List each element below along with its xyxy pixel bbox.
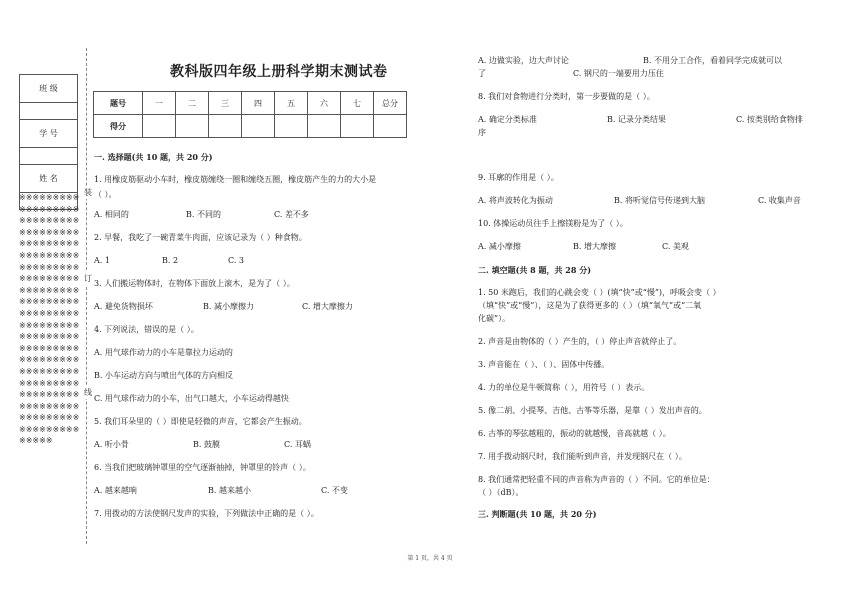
fill-question-8: 8. 我们通常把轻重不同的声音称为声音的（ ）不同。它的单位是： (478, 475, 715, 484)
option-c: C. 差不多 (274, 210, 309, 219)
option-c-cont: 序 (478, 128, 486, 137)
option-b: B. 记录分类结果 (607, 115, 666, 124)
fill-question-7: 7. 用手拨动钢尺时，我们能听到声音，并发现钢尺在（ ）。 (478, 452, 687, 461)
score-header-cell: 四 (242, 92, 275, 115)
fill-question-8-cont: （ ）（dB）。 (478, 488, 524, 497)
score-header-cell: 七 (341, 92, 374, 115)
name-label: 姓 名 (20, 165, 78, 193)
score-header-cell: 六 (308, 92, 341, 115)
score-header-cell: 五 (275, 92, 308, 115)
decorative-star-border: ※※※※※※※※※※※※※※※※※※※※※※※※※※※※※※※※※※※※※※※※※※※※※※※※※※※※※※※※※※※※※※※※※※※※※※※※※※※※※※※※※※※※※※※※※※※※※※※※※※※※※※※※※※※※※※※※※※※※※※※※※※※※※※※※※※※※※※※※※※※※※※※※※※※※※※※※※※※※※※※※※※※※※※※※※※※※※※※※※※※※※※※※※※※※※※※※※※ (19, 193, 80, 446)
option-b: B. 增大摩擦 (573, 242, 616, 251)
fill-question-1: 1. 50 米跑后，我们的心跳会变（ ）(填“快”或“慢”)，呼吸会变（ ） (478, 288, 721, 297)
score-table-header-row (94, 92, 407, 115)
option-b: B. 2 (162, 256, 179, 265)
score-table-score-row (94, 115, 407, 138)
option-c: C. 3 (228, 256, 245, 265)
fill-question-1-cont: （填“快”或“慢”），这是为了获得更多的（ ）（填“氧气”或“二氧 (478, 301, 702, 310)
option-c: C. 钢尺的一端要用力压住 (573, 69, 664, 78)
section-heading-choice: 一. 选择题(共 10 题，共 20 分) (94, 152, 213, 162)
option-b: B. 不同的 (186, 210, 221, 219)
option-a: A. 相同的 (94, 210, 129, 219)
option-b-cont: 了 (478, 69, 486, 78)
option-b: B. 小车运动方向与喷出气体的方向相反 (94, 371, 233, 380)
section-heading-judge: 三. 判断题(共 10 题，共 20 分) (478, 509, 597, 519)
binding-line (86, 48, 87, 544)
option-a: A. 1 (94, 256, 110, 265)
section-heading-fill: 二. 填空题(共 8 题，共 28 分) (478, 265, 591, 275)
option-b: B. 不用分工合作，看着同学完成就可以 (643, 56, 782, 65)
question-5: 5. 我们耳朵里的（ ）即使是轻微的声音，它都会产生振动。 (94, 417, 307, 426)
option-b: B. 鼓膜 (193, 440, 220, 449)
class-field[interactable] (20, 103, 78, 120)
score-cell[interactable] (374, 115, 407, 138)
binding-word-xian: 线 (84, 388, 92, 397)
score-header-cell: 二 (176, 92, 209, 115)
score-cell[interactable] (308, 115, 341, 138)
option-a: A. 减小摩擦 (478, 242, 521, 251)
option-c: C. 用气球作动力的小车，出气口越大，小车运动得越快 (94, 394, 289, 403)
question-1: 1. 用橡皮筋驱动小车时，橡皮筋缠绕一圈和缠绕五圈，橡皮筋产生的力的大小是 (94, 175, 377, 184)
score-header-cell: 一 (143, 92, 176, 115)
option-a: A. 用气球作动力的小车是靠拉力运动的 (94, 348, 233, 357)
question-10: 10. 体操运动员往手上擦镁粉是为了（ ）。 (478, 219, 628, 228)
question-8: 8. 我们对食物进行分类时，第一步要做的是（ ）。 (478, 92, 655, 101)
option-a: A. 将声波转化为振动 (478, 196, 553, 205)
option-a: A. 避免货物损坏 (94, 302, 153, 311)
student-number-label: 学 号 (20, 120, 78, 148)
option-a: A. 听小骨 (94, 440, 129, 449)
option-c: C. 按类别给食物排 (736, 115, 803, 124)
option-c: C. 不变 (321, 486, 348, 495)
option-b: B. 越来越小 (208, 486, 251, 495)
option-b: B. 将听觉信号传递到大脑 (614, 196, 705, 205)
option-c: C. 收集声音 (758, 196, 801, 205)
option-c: C. 美观 (662, 242, 689, 251)
page-title: 教科版四年级上册科学期末测试卷 (170, 64, 388, 80)
binding-word-ding: 订 (84, 274, 92, 283)
option-a: A. 越来越响 (94, 486, 137, 495)
fill-question-1-cont: 化碳”）。 (478, 314, 511, 323)
score-header-cell: 三 (209, 92, 242, 115)
fill-question-5: 5. 像二胡、小提琴、吉他、古筝等乐器，是靠（ ）发出声音的。 (478, 406, 707, 415)
question-4: 4. 下列说法，错误的是（ ）。 (94, 325, 199, 334)
question-1-cont: （ ）。 (94, 190, 117, 199)
fill-question-3: 3. 声音能在（ ）、（ ）、固体中传播。 (478, 360, 610, 369)
fill-question-6: 6. 古筝的琴弦越粗的，振动的就越慢，音高就越（ ）。 (478, 429, 671, 438)
score-header-cell: 总分 (374, 92, 407, 115)
score-cell[interactable] (209, 115, 242, 138)
option-a: A. 确定分类标准 (478, 115, 537, 124)
question-7: 7. 用拨动的方法使钢尺发声的实验，下列做法中正确的是（ ）。 (94, 509, 319, 518)
question-3: 3. 人们搬运物体时，在物体下面放上滚木，是为了（ ）。 (94, 279, 295, 288)
score-header-cell: 题号 (94, 92, 143, 115)
score-table (93, 91, 407, 138)
score-cell[interactable] (176, 115, 209, 138)
question-2: 2. 早餐，我吃了一碗青菜牛肉面，应该记录为（ ）种食物。 (94, 233, 307, 242)
class-label: 班 级 (20, 75, 78, 103)
score-row-label: 得分 (94, 115, 143, 138)
option-a: A. 边做实验，边大声讨论 (478, 56, 569, 65)
page-footer: 第 1 页，共 4 页 (407, 555, 453, 562)
score-cell[interactable] (341, 115, 374, 138)
fill-question-2: 2. 声音是由物体的（ ）产生的，（ ）停止声音就停止了。 (478, 337, 682, 346)
binding-word-zhuang: 装 (84, 188, 92, 197)
fill-question-4: 4. 力的单位是牛顿简称（ ），用符号（ ）表示。 (478, 383, 650, 392)
student-number-field[interactable] (20, 148, 78, 165)
option-c: C. 耳蜗 (284, 440, 311, 449)
score-cell[interactable] (275, 115, 308, 138)
question-9: 9. 耳廓的作用是（ ）。 (478, 173, 559, 182)
question-6: 6. 当我们把玻璃钟罩里的空气逐渐抽掉，钟罩里的铃声（ ）。 (94, 463, 311, 472)
score-cell[interactable] (242, 115, 275, 138)
student-info-table (19, 74, 78, 210)
score-cell[interactable] (143, 115, 176, 138)
option-c: C. 增大摩擦力 (302, 302, 353, 311)
option-b: B. 减小摩擦力 (203, 302, 254, 311)
